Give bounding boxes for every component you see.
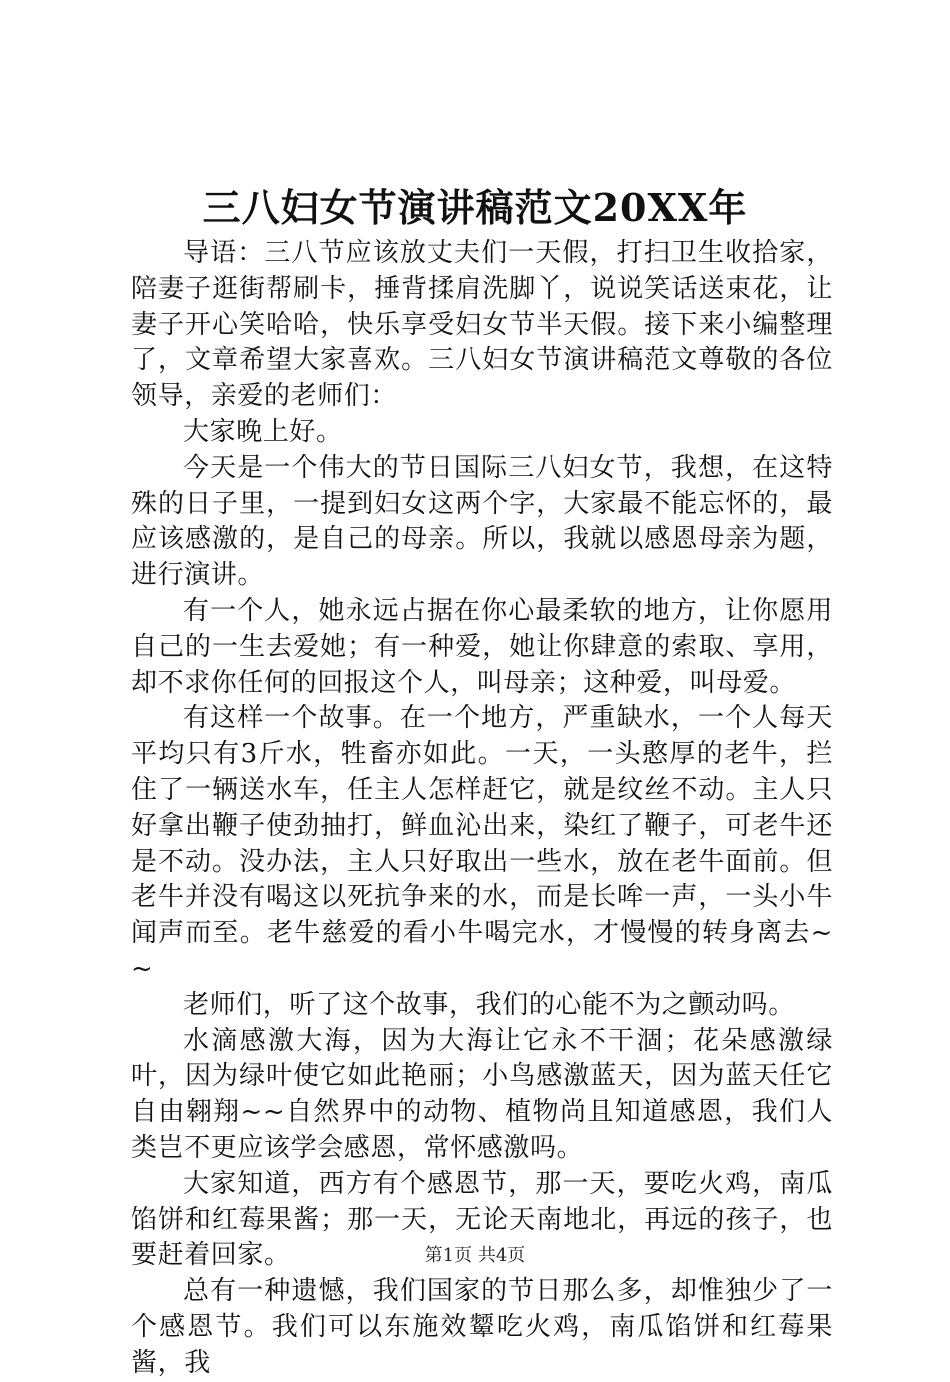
paragraph-intro: 导语：三八节应该放丈夫们一天假，打扫卫生收拾家，陪妻子逛街帮刷卡，捶背揉肩洗脚丫，说说笑话送束花，让妻子开心笑哈哈，快乐享受妇女节半天假。接下来小编整理了，文章希望大家喜欢。三八妇女节演讲稿范文尊敬的各位领导，亲爱的老师们： [131, 238, 833, 412]
paragraph-nature: 水滴感激大海，因为大海让它永不干涸；花朵感激绿叶，因为绿叶使它如此艳丽；小鸟感激蓝天，因为蓝天任它自由翱翔~~自然界中的动物、植物尚且知道感恩，我们人类岂不更应该学会感恩，常怀感激吗。 [131, 1025, 833, 1163]
document-body [131, 236, 833, 1382]
paragraph-mother: 有一个人，她永远占据在你心最柔软的地方，让你愿用自己的一生去爱她；有一种爱，她让你肆意的索取、享用，却不求你任何的回报这个人，叫母亲；这种爱，叫母爱。 [131, 595, 833, 698]
paragraph-teachers: 老师们，听了这个故事，我们的心能不为之颤动吗。 [183, 989, 795, 1020]
paragraph-thanksgiving: 大家知道，西方有个感恩节，那一天，要吃火鸡，南瓜馅饼和红莓果酱；那一天，无论天南地北，再远的孩子，也要赶着回家。 [131, 1168, 833, 1271]
paragraph-topic: 今天是一个伟大的节日国际三八妇女节，我想，在这特殊的日子里，一提到妇女这两个字，大家最不能忘怀的，最应该感激的，是自己的母亲。所以，我就以感恩母亲为题，进行演讲。 [131, 452, 833, 591]
paragraph-regret: 总有一种遗憾，我们国家的节日那么多，却惟独少了一个感恩节。我们可以东施效颦吃火鸡，南瓜馅饼和红莓果酱，我 [131, 1276, 833, 1378]
paragraph-story: 有这样一个故事。在一个地方，严重缺水，一个人每天平均只有3斤水，牲畜亦如此。一天，一头憨厚的老牛，拦住了一辆送水车，任主人怎样赶它，就是纹丝不动。主人只好拿出鞭子使劲抽打，鲜血沁出来，染红了鞭子，可老牛还是不动。没办法，主人只好取出一些水，放在老牛面前。但老牛并没有喝这以死抗争来的水，而是长哞一声，一头小牛闻声而至。老牛慈爱的看小牛喝完水，才慢慢的转身离去~~ [131, 703, 833, 984]
document-title: 三八妇女节演讲稿范文20XX年 [202, 185, 748, 230]
page-footer: 第1页 共4页 [424, 1245, 526, 1266]
paragraph-greeting: 大家晚上好。 [183, 416, 343, 447]
